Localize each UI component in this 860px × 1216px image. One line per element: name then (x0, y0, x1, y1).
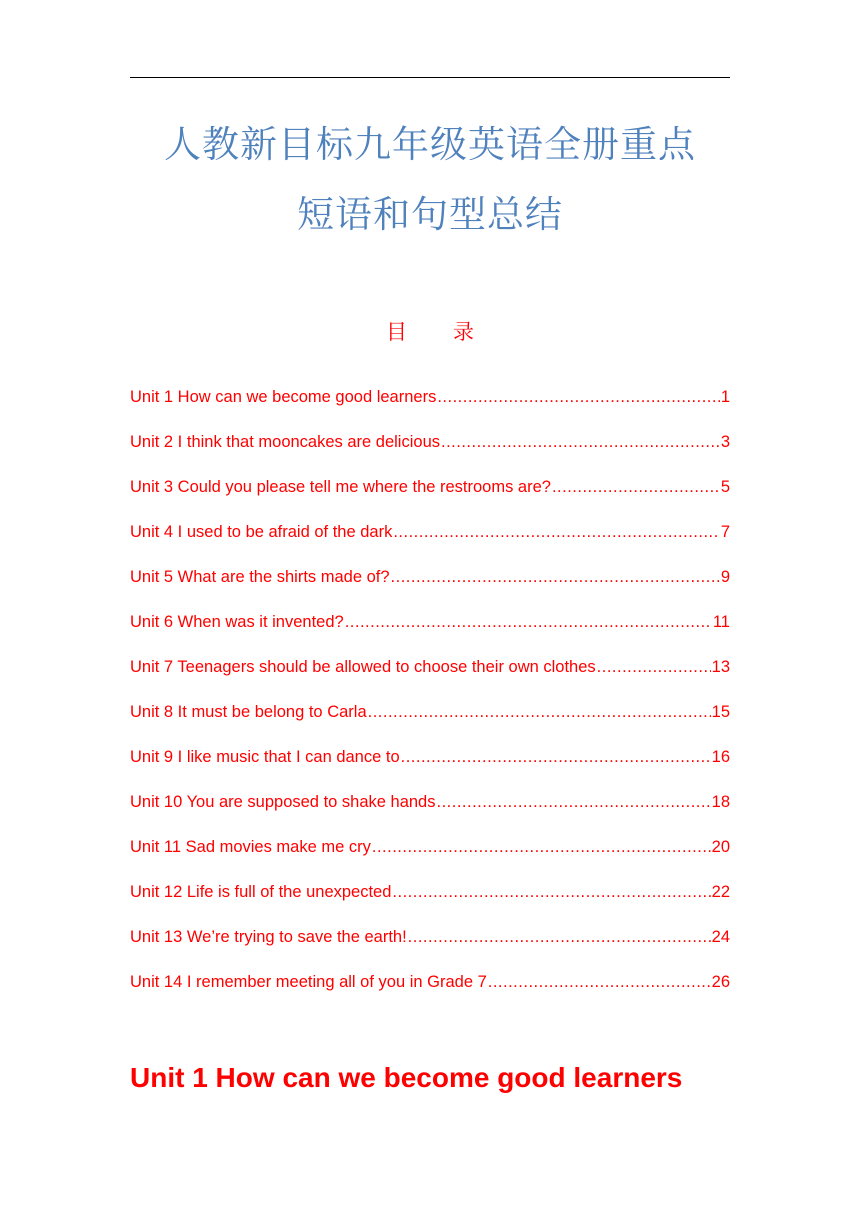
toc-dot-leader (441, 429, 720, 455)
toc-entry-label: Unit 2 I think that mooncakes are delicious (130, 433, 440, 451)
toc-entry-label: Unit 4 I used to be afraid of the dark (130, 523, 393, 541)
toc-entry-unit-4[interactable] (130, 519, 730, 564)
toc-entry-page: 3 (720, 433, 730, 451)
toc-entry-page: 16 (711, 748, 730, 766)
toc-dot-leader (437, 384, 719, 410)
toc-entry-unit-8[interactable] (130, 699, 730, 744)
toc-dot-leader (408, 924, 711, 950)
toc-entry-unit-7[interactable] (130, 654, 730, 699)
toc-entry-unit-3[interactable] (130, 474, 730, 519)
toc-entry-unit-13[interactable] (130, 924, 730, 969)
toc-entry-label: Unit 8 It must be belong to Carla (130, 703, 367, 721)
toc-dot-leader (393, 519, 719, 545)
toc-entry-unit-12[interactable] (130, 879, 730, 924)
table-of-contents (130, 384, 730, 1014)
toc-entry-label: Unit 3 Could you please tell me where the restrooms are? (130, 478, 551, 496)
toc-dot-leader (392, 879, 710, 905)
toc-dot-leader (436, 789, 710, 815)
toc-entry-label: Unit 14 I remember meeting all of you in Grade 7 (130, 973, 487, 991)
toc-heading (0, 316, 860, 346)
toc-entry-page: 11 (712, 613, 730, 631)
toc-entry-unit-9[interactable] (130, 744, 730, 789)
toc-entry-label: Unit 11 Sad movies make me cry (130, 838, 371, 856)
toc-entry-label: Unit 7 Teenagers should be allowed to choose their own clothes (130, 658, 596, 676)
section-heading-unit-1: Unit 1 How can we become good learners (130, 1062, 683, 1093)
header-rule (130, 77, 730, 78)
toc-dot-leader (391, 564, 720, 590)
toc-entry-page: 24 (711, 928, 730, 946)
toc-entry-page: 1 (720, 388, 730, 406)
toc-dot-leader (372, 834, 711, 860)
toc-entry-label: Unit 12 Life is full of the unexpected (130, 883, 392, 901)
document-title-line-1: 人教新目标九年级英语全册重点 (164, 123, 696, 166)
toc-entry-page: 20 (711, 838, 730, 856)
toc-entry-label: Unit 9 I like music that I can dance to (130, 748, 400, 766)
toc-entry-page: 7 (720, 523, 730, 541)
toc-entry-unit-6[interactable] (130, 609, 730, 654)
toc-entry-unit-14[interactable] (130, 969, 730, 1014)
toc-dot-leader (597, 654, 711, 680)
toc-entry-unit-5[interactable] (130, 564, 730, 609)
toc-dot-leader (552, 474, 720, 500)
toc-entry-unit-10[interactable] (130, 789, 730, 834)
toc-entry-unit-1[interactable] (130, 384, 730, 429)
toc-entry-page: 26 (711, 973, 730, 991)
toc-entry-label: Unit 5 What are the shirts made of? (130, 568, 390, 586)
toc-entry-page: 15 (711, 703, 730, 721)
toc-dot-leader (488, 969, 711, 995)
toc-entry-label: Unit 13 We’re trying to save the earth! (130, 928, 407, 946)
toc-entry-label: Unit 6 When was it invented? (130, 613, 344, 631)
document-title-line-2: 短语和句型总结 (297, 193, 563, 236)
toc-entry-label: Unit 10 You are supposed to shake hands (130, 793, 436, 811)
toc-dot-leader (368, 699, 711, 725)
toc-dot-leader (401, 744, 711, 770)
toc-entry-page: 5 (720, 478, 730, 496)
toc-entry-page: 18 (711, 793, 730, 811)
toc-entry-label: Unit 1 How can we become good learners (130, 388, 437, 406)
toc-entry-page: 9 (720, 568, 730, 586)
toc-entry-unit-11[interactable] (130, 834, 730, 879)
toc-heading-char-1: 目 (386, 320, 407, 344)
toc-entry-unit-2[interactable] (130, 429, 730, 474)
toc-entry-page: 22 (711, 883, 730, 901)
toc-heading-char-2: 录 (453, 320, 474, 344)
toc-entry-page: 13 (711, 658, 730, 676)
toc-dot-leader (345, 609, 712, 635)
